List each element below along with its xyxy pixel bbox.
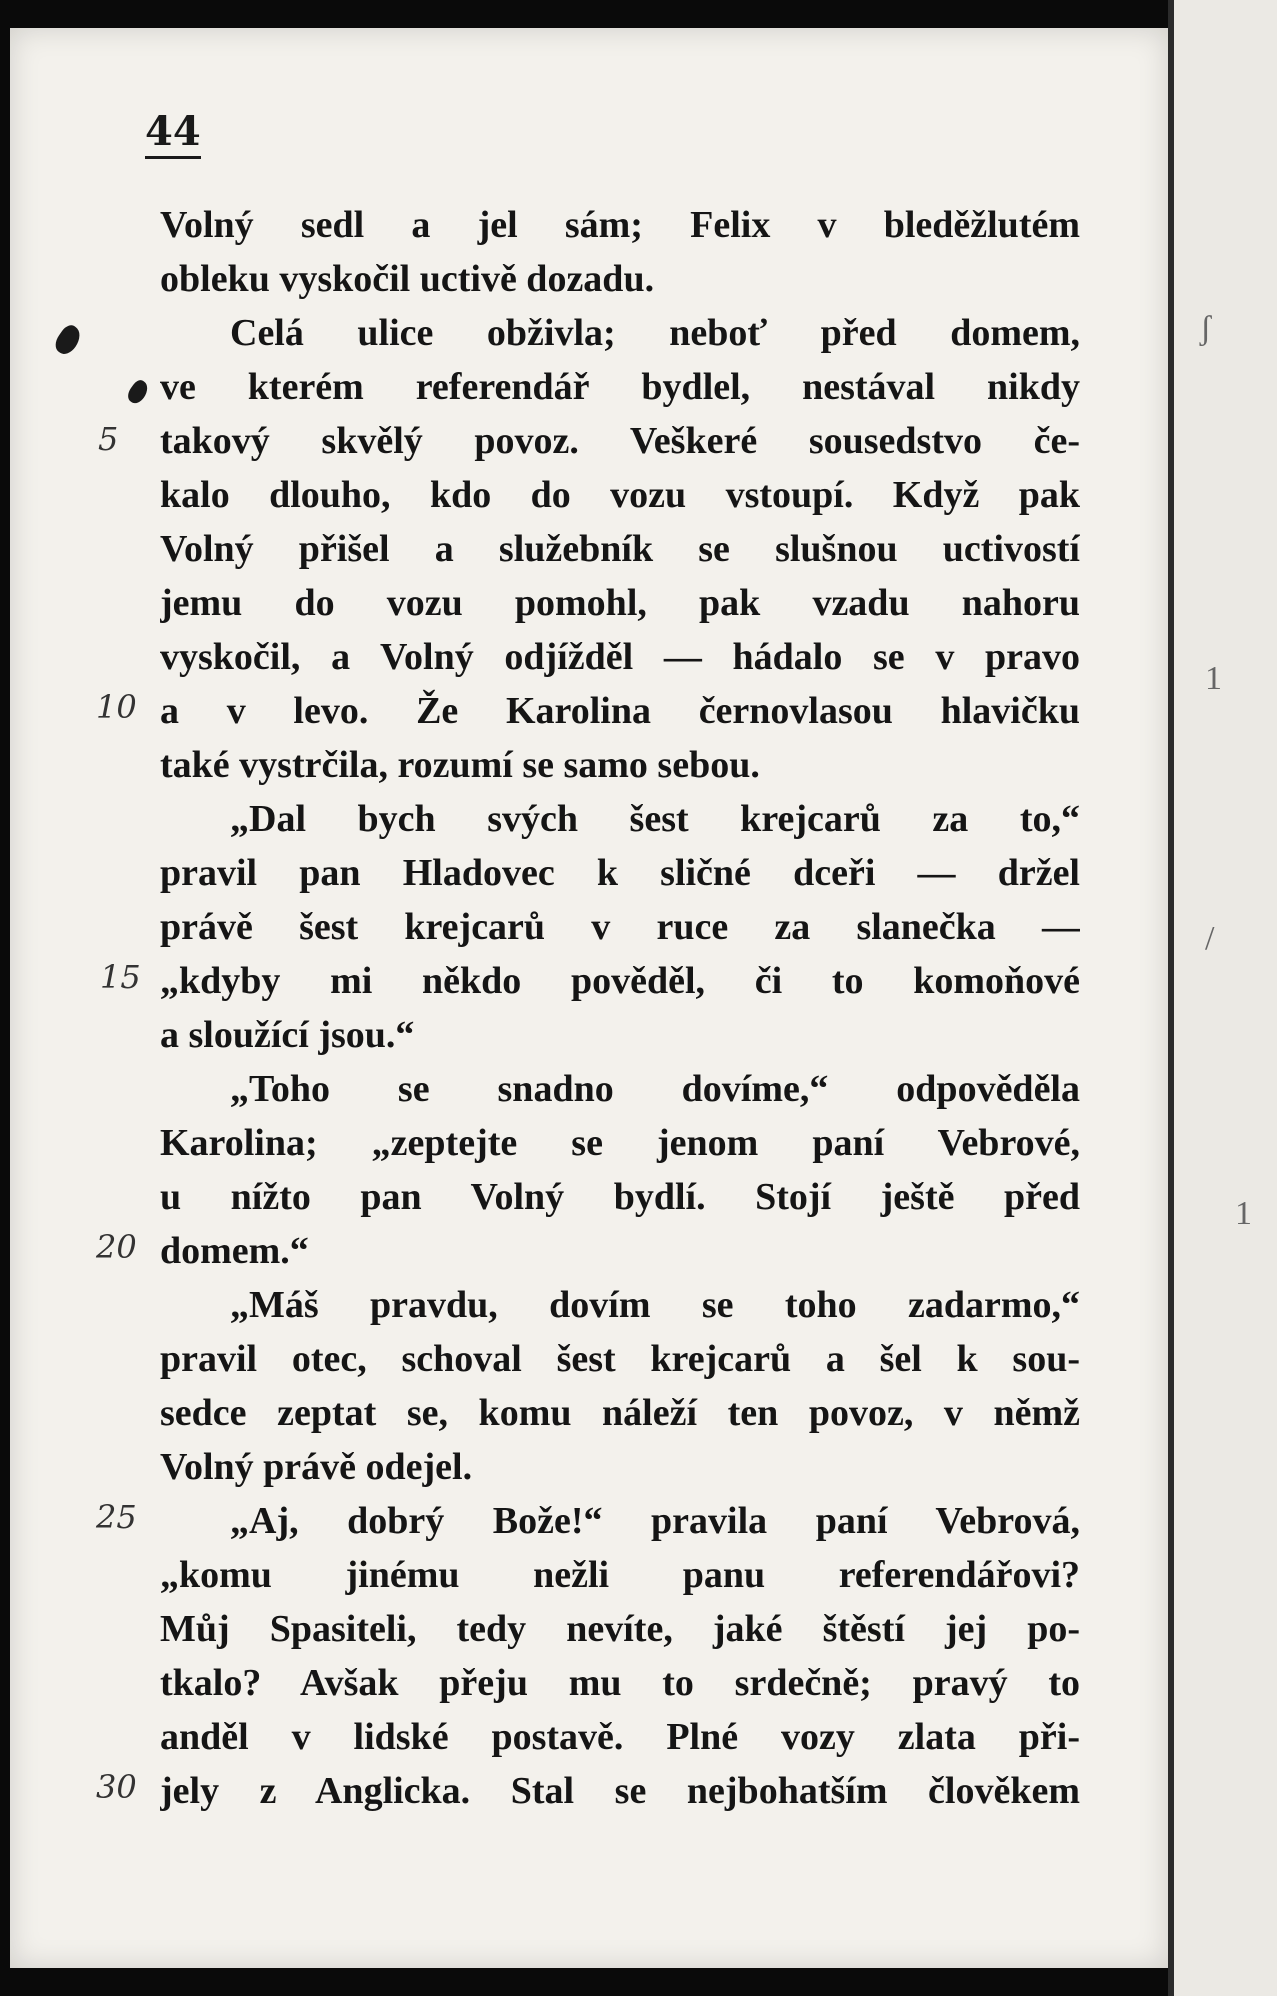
text-line: také vystrčila, rozumí se samo sebou. xyxy=(160,744,760,786)
adjacent-page-mark: ʃ xyxy=(1200,310,1212,347)
margin-line-number: 30 xyxy=(96,1768,137,1806)
adjacent-page-mark: 1 xyxy=(1205,660,1222,697)
adjacent-page xyxy=(1174,0,1277,1996)
text-line: „kdyby mi někdo pověděl, či to komoňové xyxy=(160,960,1080,1002)
text-line: právě šest krejcarů v ruce za slanečka — xyxy=(160,906,1080,948)
adjacent-page-mark: / xyxy=(1205,920,1215,957)
margin-line-number: 5 xyxy=(98,420,119,458)
margin-line-number: 20 xyxy=(96,1228,137,1266)
text-line: a sloužící jsou.“ xyxy=(160,1014,415,1056)
text-line: „Toho se snadno dovíme,“ odpověděla xyxy=(230,1068,1080,1110)
text-line: a v levo. Že Karolina černovlasou hlavičku xyxy=(160,690,1080,732)
text-line: „Aj, dobrý Bože!“ pravila paní Vebrová, xyxy=(230,1500,1080,1542)
text-line: „komu jinému nežli panu referendářovi? xyxy=(160,1554,1080,1596)
text-line: Celá ulice obživla; neboť před domem, xyxy=(230,312,1080,354)
adjacent-page-mark: 1 xyxy=(1235,1195,1252,1232)
page-number: 44 xyxy=(145,108,201,155)
margin-line-number: 10 xyxy=(96,688,137,726)
text-line: „Máš pravdu, dovím se toho zadarmo,“ xyxy=(230,1284,1080,1326)
text-line: takový skvělý povoz. Veškeré sousedstvo če- xyxy=(160,420,1080,462)
text-line: ve kterém referendář bydlel, nestával nikdy xyxy=(160,366,1080,408)
text-line: anděl v lidské postavě. Plné vozy zlata při- xyxy=(160,1716,1080,1758)
text-line: Karolina; „zeptejte se jenom paní Vebrové, xyxy=(160,1122,1080,1164)
text-line: jely z Anglicka. Stal se nejbohatším člověkem xyxy=(160,1770,1080,1812)
text-line: obleku vyskočil uctivě dozadu. xyxy=(160,258,655,300)
text-line: u nížto pan Volný bydlí. Stojí ještě před xyxy=(160,1176,1080,1218)
text-line: sedce zeptat se, komu náleží ten povoz, v němž xyxy=(160,1392,1080,1434)
text-line: Můj Spasiteli, tedy nevíte, jaké štěstí jej po- xyxy=(160,1608,1080,1650)
text-line: jemu do vozu pomohl, pak vzadu nahoru xyxy=(160,582,1080,624)
text-line: Volný sedl a jel sám; Felix v bleděžlutém xyxy=(160,204,1080,246)
text-line: Volný právě odejel. xyxy=(160,1446,473,1488)
text-line: pravil otec, schoval šest krejcarů a šel k sou- xyxy=(160,1338,1080,1380)
text-line: Volný přišel a služebník se slušnou uctivostí xyxy=(160,528,1080,570)
margin-line-number: 25 xyxy=(96,1498,137,1536)
text-line: pravil pan Hladovec k sličné dceři — držel xyxy=(160,852,1080,894)
text-line: vyskočil, a Volný odjížděl — hádalo se v pravo xyxy=(160,636,1080,678)
text-line: tkalo? Avšak přeju mu to srdečně; pravý to xyxy=(160,1662,1080,1704)
text-line: domem.“ xyxy=(160,1230,309,1272)
margin-line-number: 15 xyxy=(100,958,141,996)
body-text xyxy=(160,198,1080,1818)
text-line: „Dal bych svých šest krejcarů za to,“ xyxy=(230,798,1080,840)
text-line: kalo dlouho, kdo do vozu vstoupí. Když pak xyxy=(160,474,1080,516)
